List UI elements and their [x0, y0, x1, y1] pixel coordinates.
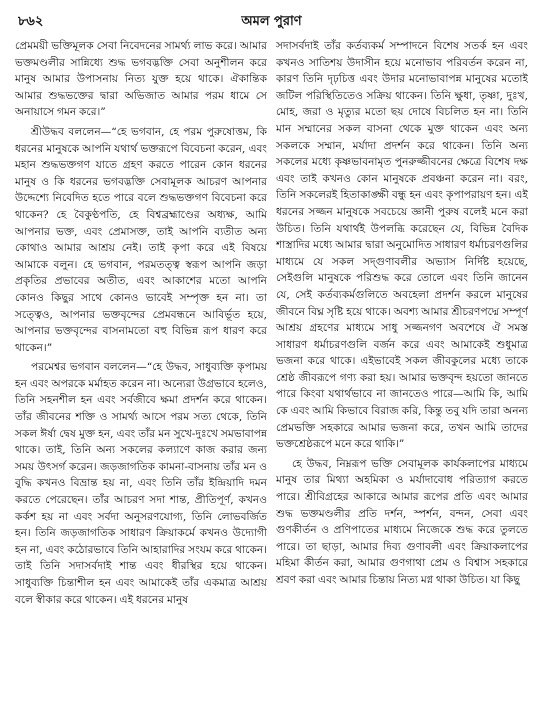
- page-number: ৮৬২: [18, 14, 44, 29]
- left-column: [15, 38, 267, 707]
- running-title: অমল পুরাণ: [241, 14, 302, 29]
- paragraph: শ্রীউদ্ধব বললেন—“হে ভগবান, হে পরম পুরুষোত্তম, কি ধরনের মানুষকে আপনি যথার্থ ভক্তরূপে বিবেচনা করেন, এবং মহান শুদ্ধভক্তগণ যাতে গ্রহণ করতে পারেন কোন ধরনের মানুষ ও কি ধরনের ভগবদ্ভক্তি সেবামূলক আচরণ আপনার উদ্দেশ্যে নিবেদিত হতে পারে বলে শুদ্ধভক্তগণ বিবেচনা করে থাকেন? হে বৈকুণ্ঠপতি, হে বিশ্বব্রহ্মাণ্ডের অধ্যক্ষ, আমি আপনার ভক্ত, এবং প্রেমাসক্ত, তাই আপনি ব্যতীত অন্য কোথাও আমার আশ্রয় নেই। তাই কৃপা করে এই বিষয়ে আমাকে বলুন। হে ভগবান, পরমতত্ত্ব স্বরূপ আপনি জড়া প্রকৃতির প্রভাবের অতীত, এবং আকাশের মতো আপনি কোনও কিছুর সাথে কোনও ভাবেই সম্পৃক্ত হন না। তা সত্ত্বেও, আপনার ভক্তবৃন্দের প্রেমবন্ধনে আবির্ভূত হয়ে, আপনার ভক্তবৃন্দের বাসনামতো বহু বিভিন্ন রূপ ধারণ করে থাকেন।”: [15, 125, 267, 354]
- paragraph: হে উদ্ধব, নিম্নরূপ ভক্তি সেবামূলক কার্যকলাপের মাধ্যমে মানুষ তার মিথ্যা অহমিকা ও মর্যাদাবোধ পরিত্যাগ করতে পারে। শ্রীবিগ্রহের আকারে আমার রূপের প্রতি এবং আমার শুদ্ধ ভক্তমণ্ডলীর প্রতি দর্শন, স্পর্শন, বন্দন, সেবা এবং গুণকীর্তন ও প্রণিপাতের মাধ্যমে নিজেকে শুদ্ধ করে তুলতে পারে। তা ছাড়া, আমার দিব্য গুণাবলী এবং ক্রিয়াকলাপের মহিমা কীর্তন করা, আমার গুণগাথা প্রেম ও বিশ্বাস সহকারে শ্রবণ করা এবং আমার চিন্তায় নিত্য মগ্ন থাকা উচিত। যা কিছু: [276, 457, 528, 586]
- right-column: [276, 38, 528, 707]
- paragraph: প্রেমময়ী ভক্তিমূলক সেবা নিবেদনের সামর্থ্য লাভ করে। আমার ভক্তমণ্ডলীর সান্নিধ্যে শুদ্ধ ভগবদ্ভক্তি সেবা অনুশীলন করে মানুষ আমার উপাসনায় নিত্য যুক্ত হয়ে থাকে। ঐকান্তিক আমার শুদ্ধভক্তের দ্বারা অভিজাত আমার পরম ধামে সে অনায়াসে গমন করে।”: [15, 40, 267, 119]
- paragraph: সদাসর্বদাই তাঁর কর্তব্যকর্ম সম্পাদনে বিশেষ সতর্ক হন এবং কখনও সাতিশয় উদাসীন হয়ে মনোভাব পরিবর্তন করেন না, কারণ তিনি দৃঢ়চিত্ত এবং উদার মনোভাবাপন্ন মানুষের মতোই জটিল পরিস্থিতিতেও সক্রিয় থাকেন। তিনি ক্ষুধা, তৃষ্ণা, দুঃখ, মোহ, জরা ও মৃত্যুর মতো ছয় দোষে বিচলিত হন না। তিনি মান সম্মানের সকল বাসনা থেকে মুক্ত থাকেন এবং অন্য সকলকে সম্মান, মর্যাদা প্রদর্শন করে থাকেন। তিনি অন্য সকলের মধ্যে কৃষ্ণভাবনামৃত পুনরুজ্জীবনের ক্ষেত্রে বিশেষ দক্ষ এবং তাই কখনও কোন মানুষকে প্রবঞ্চনা করেন না। বরং, তিনি সকলেরই হিতাকাঙ্ক্ষী বন্ধু হন এবং কৃপাপরায়ণ হন। এই ধরনের সজ্জন মানুষকে সবচেয়ে জ্ঞানী পুরুষ বলেই মনে করা উচিত। তিনি যথার্থই উপলব্ধি করেছেন যে, বিভিন্ন বৈদিক শাস্ত্রাদির মধ্যে আমার দ্বারা অনুমোদিত সাধারণ ধর্মাচরণগুলির মাধ্যমে যে সকল সদ্গুণাবলীর অভ্যাস নির্দিষ্ট হয়েছে, সেইগুলি মানুষকে পরিশুদ্ধ করে তোলে এবং তিনি জানেন যে, সেই কর্তব্যকর্মগুলিতে অবহেলা প্রদর্শন করলে মানুষের জীবনে বিঘ্ন সৃষ্টি হয়ে থাকে। অবশ্য আমার শ্রীচরণপদ্মে সম্পূর্ণ আশ্রয় গ্রহণের মাধ্যমে সাধু সজ্জনগণ অবশেষে ঐ সমস্ত সাধারণ ধর্মাচরণগুলি বর্জন করে এবং আমাকেই শুধুমাত্র ভজনা করে থাকে। এইভাবেই সকল জীবকুলের মধ্যে তাকে শ্রেষ্ঠ জীবরূপে গণ্য করা হয়। আমার ভক্তবৃন্দ হয়তো জানতে পারে কিংবা যথার্থভাবে না জানতেও পারে—আমি কি, আমি কে এবং আমি কিভাবে বিরাজ করি, কিন্তু তবু যদি তারা অনন্য প্রেমভক্তি সহকারে আমার ভজনা করে, তখন আমি তাদের ভক্তশ্রেষ্ঠরূপে মনে করে থাকি।”: [276, 40, 528, 451]
- paragraph: পরমেশ্বর ভগবান বললেন—“হে উদ্ধব, সাধুব্যক্তি কৃপাময় হন এবং অপরকে মর্মাহত করেন না। অন্যেরা উগ্রভাবে হলেও, তিনি সহনশীল হন এবং সর্বজীবে ক্ষমা প্রদর্শন করে থাকেন। তাঁর জীবনের শক্তি ও সামর্থ্য আসে পরম সত্য থেকে, তিনি সকল ঈর্ষা দ্বেষ মুক্ত হন, এবং তাঁর মন সুখে-দুঃখে সমভাবাপন্ন থাকে। তাই, তিনি অন্য সকলের কল্যাণে কাজ করার জন্য সময় উৎসর্গ করেন। জড়জাগতিক কামনা-বাসনায় তাঁর মন ও বুদ্ধি কখনও বিভ্রান্ত হয় না, এবং তিনি তাঁর ইন্দ্রিয়াদি দমন করতে পেরেছেন। তাঁর আচরণ সদা শান্ত, প্রীতিপূর্ণ, কখনও কর্কশ হয় না এবং সর্বদা অনুসরণযোগ্য, তিনি লোভবর্জিত হন। তিনি জড়জাগতিক সাধারণ ক্রিয়াকর্মে কখনও উদ্যোগী হন না, এবং কঠোরভাবে তিনি আহারাদির সংযম করে থাকেন। তাই তিনি সদাসর্বদাই শান্ত এবং ধীরস্থির হয়ে থাকেন। সাধুব্যক্তি চিন্তাশীল হন এবং আমাকেই তাঁর একমাত্র আশ্রয় বলে স্বীকার করে থাকেন। এই ধরনের মানুষ: [15, 361, 267, 606]
